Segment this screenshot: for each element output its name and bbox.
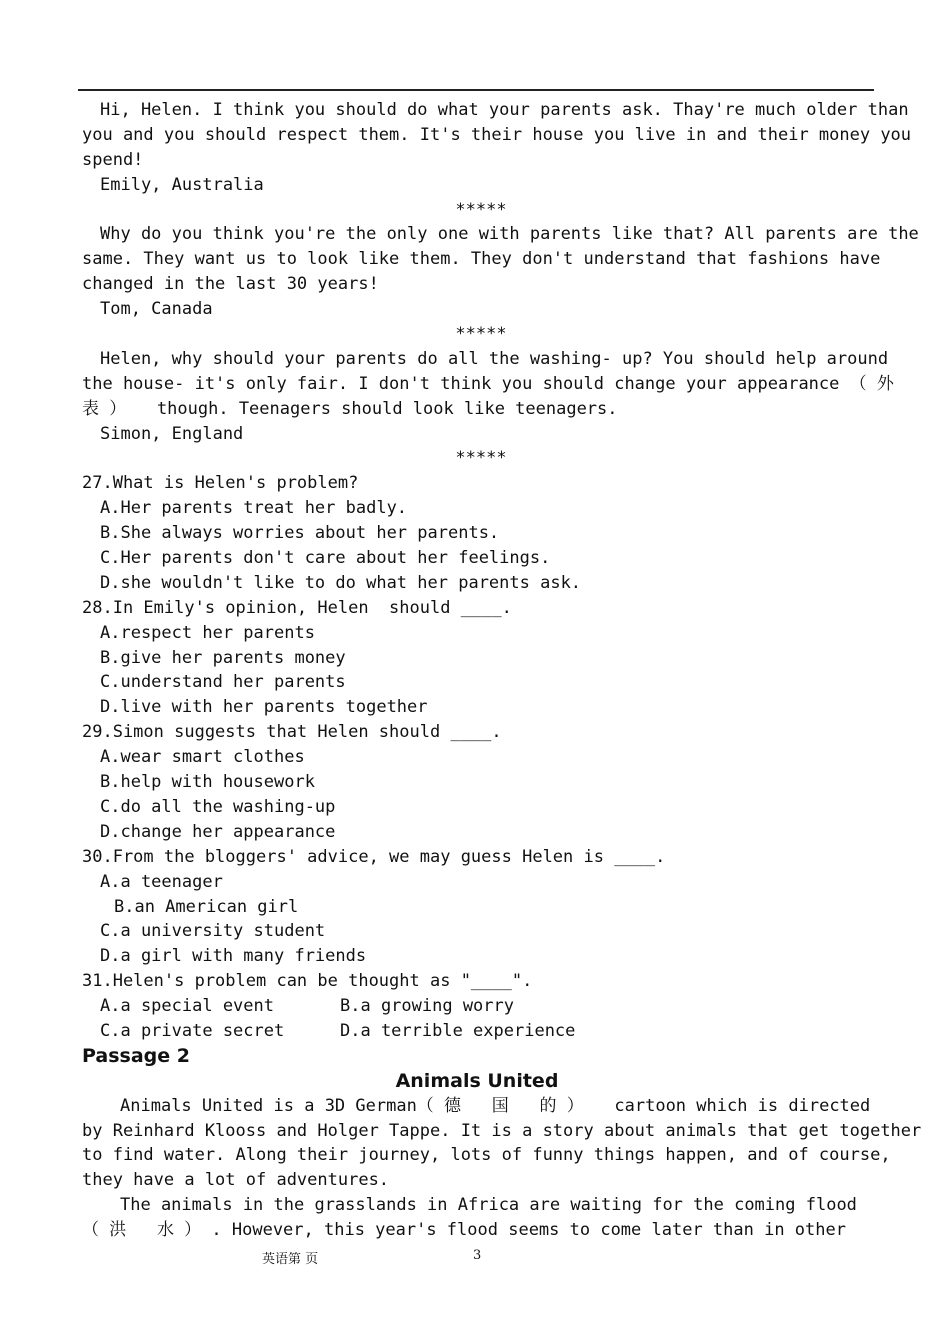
question-option: C.Her parents don't care about her feelings.	[100, 548, 551, 569]
question-option: D.a terrible experience	[340, 1020, 576, 1041]
question-stem: 29.Simon suggests that Helen should ____.	[82, 722, 502, 743]
passage-line: they have a lot of adventures.	[82, 1170, 390, 1191]
option-row	[82, 994, 872, 1019]
letter-line: same. They want us to look like them. They don't understand that fashions have	[82, 249, 881, 270]
footer-label: 英语第 页	[262, 1252, 319, 1267]
letter-signature: Simon, England	[100, 423, 244, 444]
question-option: D.change her appearance	[100, 821, 336, 842]
question-stem: 27.What is Helen's problem?	[82, 473, 359, 494]
passage-line: The animals in the grasslands in Africa are waiting for the coming flood	[120, 1195, 857, 1216]
separator: *****	[455, 199, 507, 220]
question-29	[82, 720, 872, 844]
letter-line: Hi, Helen. I think you should do what your parents ask. Thay're much older than	[100, 100, 909, 120]
question-30	[82, 845, 872, 969]
question-option: B.help with housework	[100, 772, 315, 793]
letter-line: Why do you think you're the only one with parents like that? All parents are the	[100, 224, 919, 245]
passage-label: Passage 2	[82, 1044, 190, 1067]
question-option: B.a growing worry	[340, 996, 514, 1017]
question-option: D.a girl with many friends	[100, 946, 367, 967]
question-option: C.a university student	[100, 921, 326, 942]
letter-signature: Tom, Canada	[100, 299, 213, 320]
question-option: B.give her parents money	[100, 647, 346, 668]
letter-simon	[82, 347, 894, 447]
passage-line: by Reinhard Klooss and Holger Tappe. It is a story about animals that get together	[82, 1120, 922, 1141]
passage-title: Animals United	[395, 1069, 559, 1092]
question-31	[82, 969, 872, 1044]
passage-body	[82, 1094, 922, 1243]
passage-line: （ 洪 水 ） . However, this year's flood seems to come later than in other	[82, 1220, 846, 1241]
page-number: 3	[473, 1248, 482, 1263]
letter-tom	[82, 222, 919, 322]
question-28	[82, 596, 872, 720]
letter-emily	[82, 98, 912, 198]
question-option: A.Her parents treat her badly.	[100, 498, 408, 519]
question-option: A.a special event	[100, 996, 274, 1017]
passage-line: Animals United is a 3D German（ 德 国 的 ） cartoon which is directed	[120, 1095, 871, 1116]
letter-line: the house- it's only fair. I don't think you should change your appearance （ 外	[82, 373, 894, 394]
question-option: C.understand her parents	[100, 672, 346, 693]
question-option: B.She always worries about her parents.	[100, 523, 500, 544]
question-stem: 28.In Emily's opinion, Helen should ____.	[82, 597, 512, 618]
question-option: A.a teenager	[100, 871, 223, 892]
question-option: C.do all the washing-up	[100, 796, 336, 817]
question-27	[82, 471, 872, 595]
question-option: B.an American girl	[114, 896, 299, 917]
question-stem: 31.Helen's problem can be thought as "____".	[82, 971, 533, 992]
letter-line: Helen, why should your parents do all the washing- up? You should help around	[100, 348, 889, 369]
option-row	[82, 1019, 872, 1044]
letter-line: changed in the last 30 years!	[82, 274, 379, 295]
passage-line: to find water. Along their journey, lots of funny things happen, and of course,	[82, 1145, 891, 1166]
letter-line: 表 ） though. Teenagers should look like teenagers.	[82, 398, 618, 419]
question-option: C.a private secret	[100, 1020, 285, 1041]
letter-line: spend!	[82, 149, 144, 170]
separator: *****	[455, 448, 507, 469]
letter-signature: Emily, Australia	[100, 174, 264, 195]
page-content	[82, 98, 922, 1243]
separator: *****	[455, 324, 507, 345]
question-option: A.respect her parents	[100, 622, 315, 643]
letter-line: you and you should respect them. It's their house you live in and their money you	[82, 124, 912, 145]
question-option: A.wear smart clothes	[100, 747, 305, 768]
question-option: D.she wouldn't like to do what her parents ask.	[100, 572, 582, 593]
question-stem: 30.From the bloggers' advice, we may guess Helen is ____.	[82, 846, 666, 867]
header-rule	[78, 89, 874, 91]
question-option: D.live with her parents together	[100, 697, 428, 718]
